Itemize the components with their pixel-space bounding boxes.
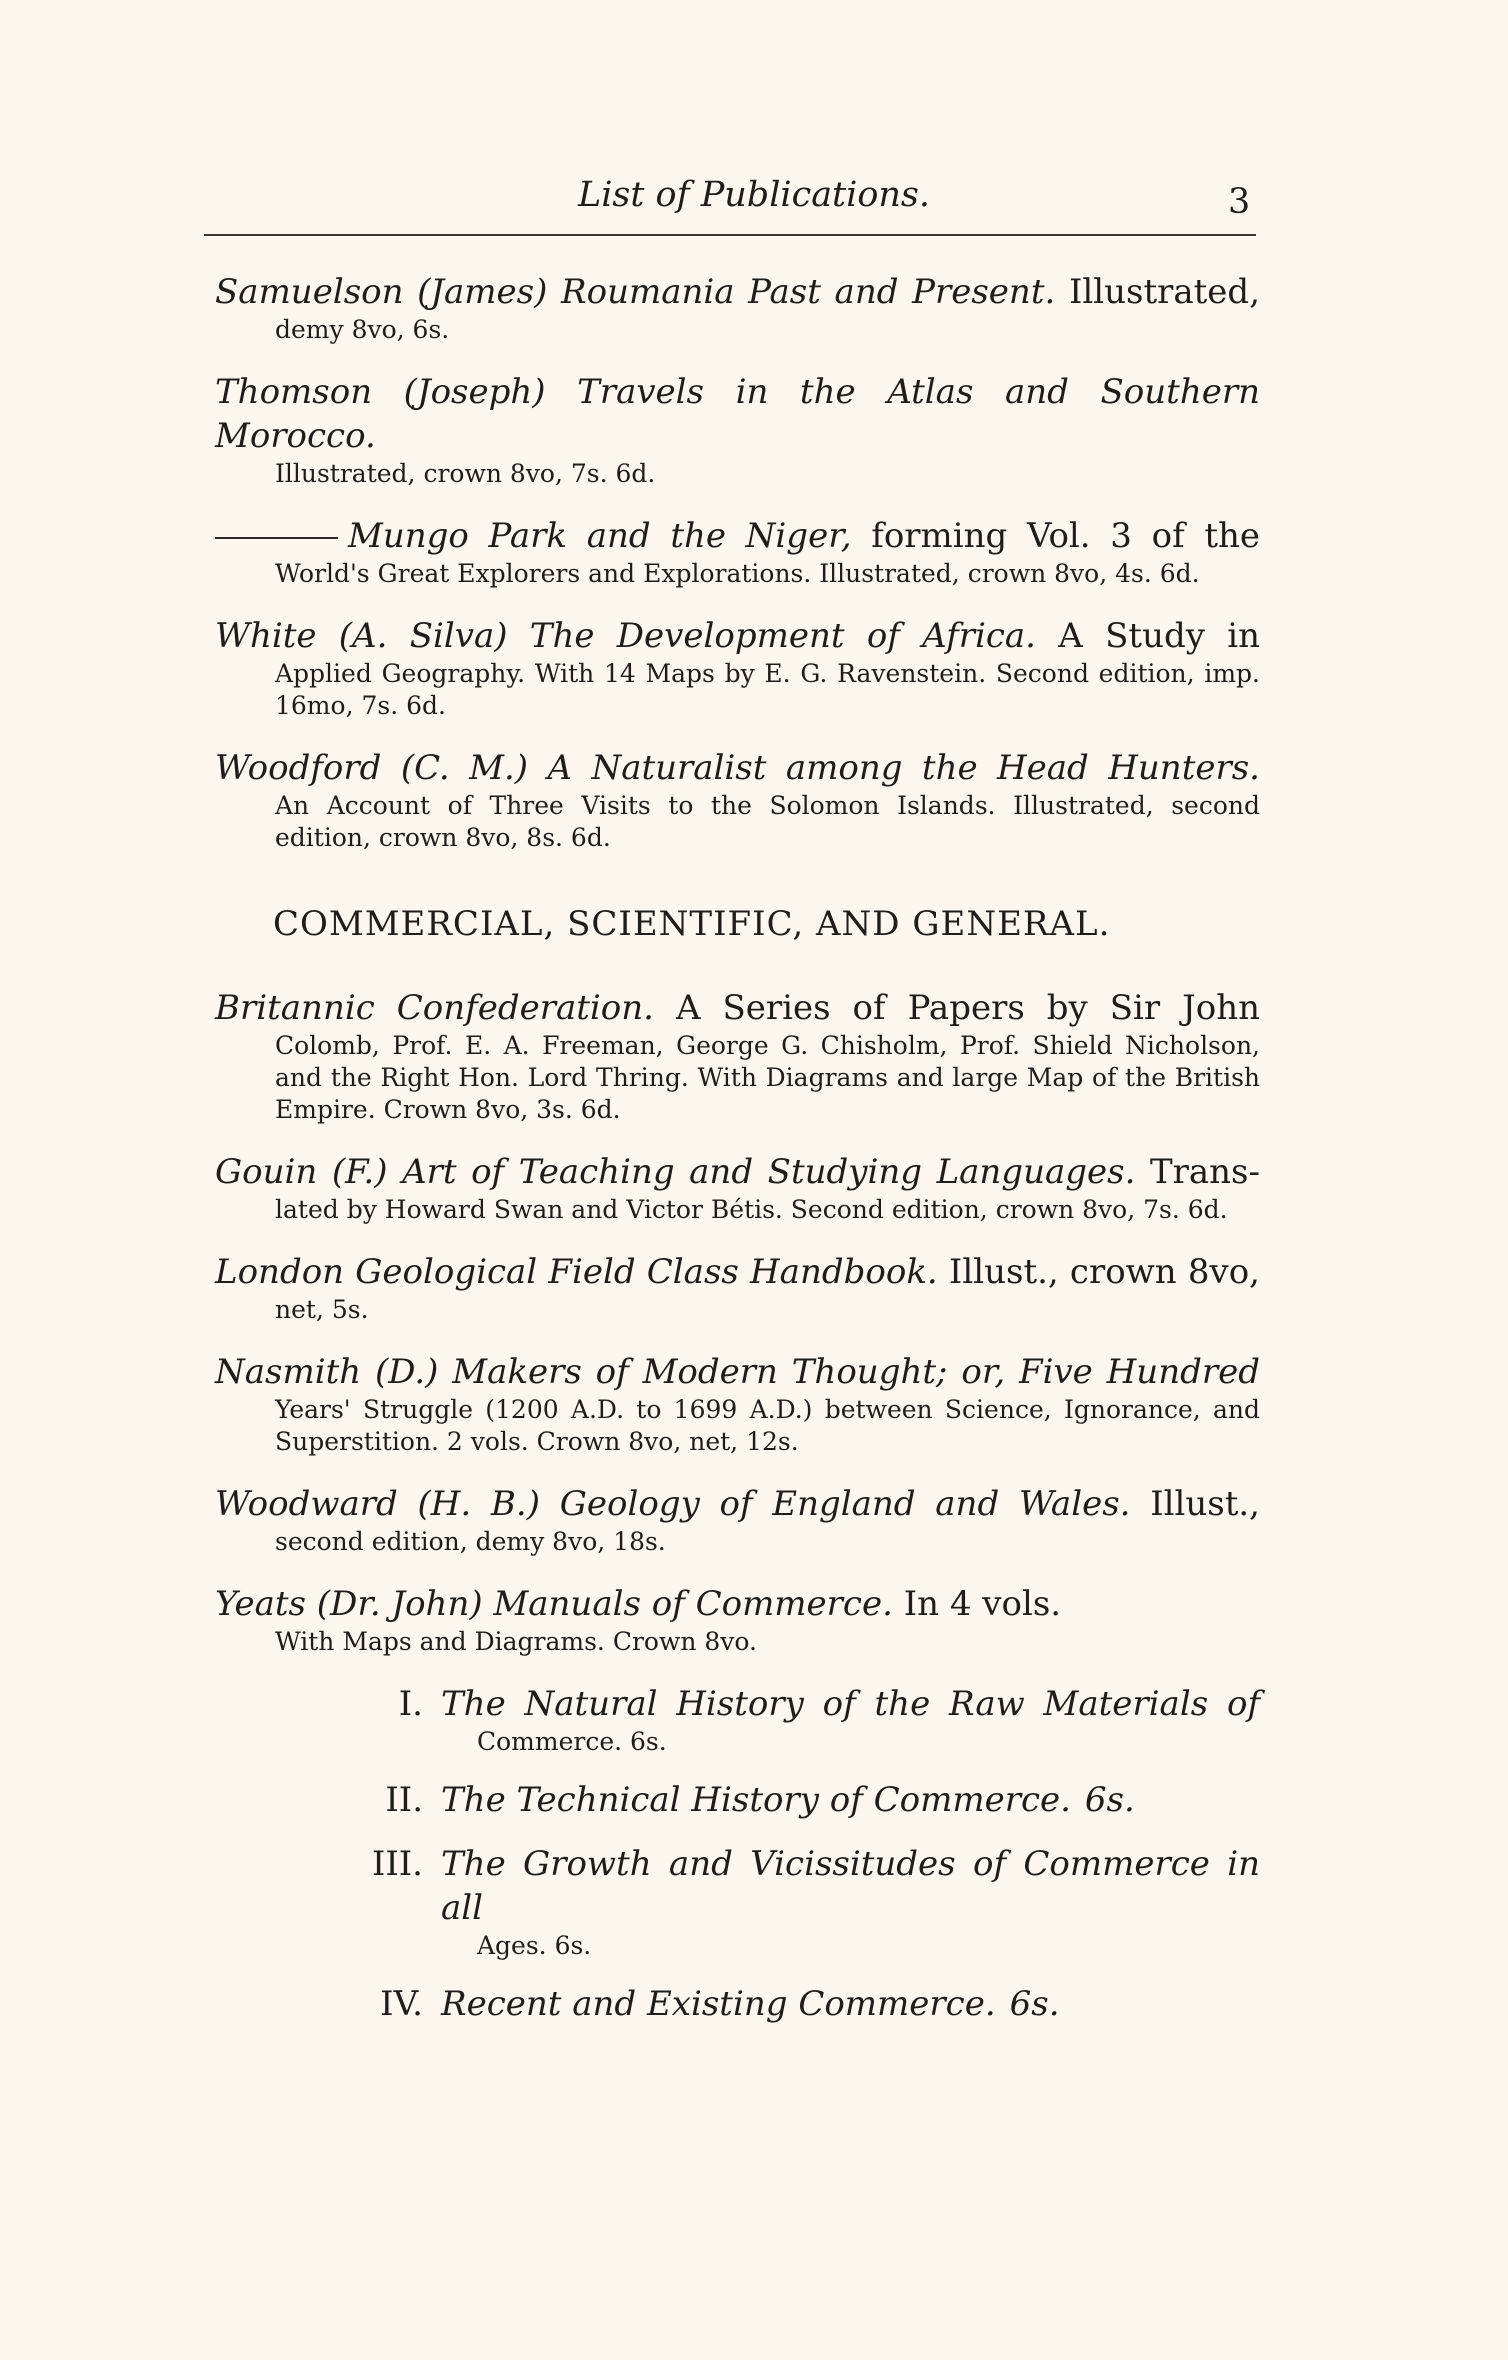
- entry-title: Britannic Confederation.: [215, 988, 654, 1028]
- entry-title: The Development of Africa.: [529, 616, 1036, 656]
- entry-title: Travels in the Atlas and Southern Morocco.: [215, 372, 1260, 456]
- volume-price: 6s.: [1084, 1780, 1135, 1820]
- ditto-dash: [215, 537, 338, 539]
- entry-details: demy 8vo, 6s.: [275, 315, 450, 344]
- volume-title: The Natural History of the Raw Materials of: [441, 1684, 1260, 1724]
- volume-item: [335, 1982, 1260, 2026]
- entry-details: second edition, demy 8vo, 18s.: [275, 1527, 666, 1556]
- entry-gouin: [215, 1150, 1260, 1226]
- entry-author: Woodward (H. B.): [215, 1484, 540, 1524]
- volume-item: [335, 1682, 1260, 1758]
- entry-first-tail: Illust., crown 8vo,: [948, 1252, 1260, 1292]
- volume-numeral: I.: [398, 1684, 423, 1724]
- volume-price: 6s.: [1009, 1984, 1060, 2024]
- entry-mungo-park: [215, 514, 1260, 590]
- entry-first-tail: forming Vol. 3 of the: [871, 516, 1261, 556]
- header-rule: [204, 234, 1256, 236]
- volume-item: [335, 1778, 1260, 1822]
- entry-title: Makers of Modern Thought; or, Five Hundred: [452, 1352, 1261, 1392]
- entry-london-geological: [215, 1250, 1260, 1326]
- entry-title: Geology of England and Wales.: [559, 1484, 1131, 1524]
- entry-woodford: [215, 746, 1260, 854]
- entry-author: Samuelson (James): [215, 272, 548, 312]
- entry-title: Mungo Park and the Niger,: [348, 516, 852, 556]
- page-number: 3: [1228, 182, 1251, 222]
- entry-details: World's Great Explorers and Explorations. Illustrated, crown 8vo, 4s. 6d.: [275, 559, 1200, 588]
- entry-author: White (A. Silva): [215, 616, 508, 656]
- entry-details: Colomb, Prof. E. A. Freeman, George G. Chisholm, Prof. Shield Nicholson, and the Right Hon. Lord Thring. With Diagrams and large Map of the British Empire. Crown 8vo, 3s. 6d.: [275, 1031, 1260, 1124]
- volume-numeral: III.: [371, 1844, 423, 1884]
- entry-details: Illustrated, crown 8vo, 7s. 6d.: [275, 459, 656, 488]
- entry-white: [215, 614, 1260, 722]
- entry-first-tail: A Series of Papers by Sir John: [675, 988, 1261, 1028]
- entry-britannic-confederation: [215, 986, 1260, 1126]
- entry-details: lated by Howard Swan and Victor Bétis. Second edition, crown 8vo, 7s. 6d.: [275, 1195, 1228, 1224]
- entry-samuelson: [215, 270, 1260, 346]
- entry-title: Manuals of Commerce.: [493, 1584, 893, 1624]
- entry-details: Years' Struggle (1200 A.D. to 1699 A.D.) between Science, Ignorance, and Superstition. 2 vols. Crown 8vo, net, 12s.: [275, 1395, 1260, 1456]
- entry-author: Thomson (Joseph): [215, 372, 546, 412]
- entry-author: Yeats (Dr. John): [215, 1584, 483, 1624]
- entry-details: An Account of Three Visits to the Solomon Islands. Illustrated, second edition, crown 8vo, 8s. 6d.: [275, 791, 1260, 852]
- volume-details: Ages. 6s.: [477, 1931, 592, 1960]
- volume-title: The Technical History of Commerce.: [441, 1780, 1071, 1820]
- entry-thomson: [215, 370, 1260, 490]
- entry-title: London Geological Field Class Handbook.: [215, 1252, 938, 1292]
- volume-numeral: II.: [385, 1780, 423, 1820]
- entry-nasmith: [215, 1350, 1260, 1458]
- publication-list: [215, 270, 1260, 2046]
- entry-details: Applied Geography. With 14 Maps by E. G. Ravenstein. Second edition, imp. 16mo, 7s. 6d.: [275, 659, 1260, 720]
- volume-list: [215, 1682, 1260, 2026]
- entry-first-tail: Trans-: [1149, 1152, 1260, 1192]
- entry-details: net, 5s.: [275, 1295, 369, 1324]
- entry-title: A Naturalist among the Head Hunters.: [547, 748, 1260, 788]
- entry-author: Nasmith (D.): [215, 1352, 439, 1392]
- entry-first-tail: In 4 vols.: [903, 1584, 1062, 1624]
- entry-first-tail: Illustrated,: [1068, 272, 1261, 312]
- section-heading: COMMERCIAL, SCIENTIFIC, AND GENERAL.: [273, 904, 1111, 944]
- entry-author: Gouin (F.): [215, 1152, 388, 1192]
- entry-first-tail: A Study in: [1058, 616, 1261, 656]
- volume-title: Recent and Existing Commerce.: [441, 1984, 996, 2024]
- entry-woodward: [215, 1482, 1260, 1558]
- volume-title: The Growth and Vicissitudes of Commerce in all: [441, 1844, 1260, 1928]
- volume-details: Commerce. 6s.: [477, 1727, 667, 1756]
- running-header-title: List of Publications.: [577, 175, 931, 215]
- entry-yeats: [215, 1582, 1260, 1658]
- entry-author: Woodford (C. M.): [215, 748, 529, 788]
- volume-numeral: IV.: [380, 1984, 423, 2024]
- entry-title: Roumania Past and Present.: [561, 272, 1056, 312]
- entry-title: Art of Teaching and Studying Languages.: [402, 1152, 1136, 1192]
- volume-item: [335, 1842, 1260, 1962]
- entry-first-tail: Illust.,: [1150, 1484, 1260, 1524]
- entry-details: With Maps and Diagrams. Crown 8vo.: [275, 1627, 757, 1656]
